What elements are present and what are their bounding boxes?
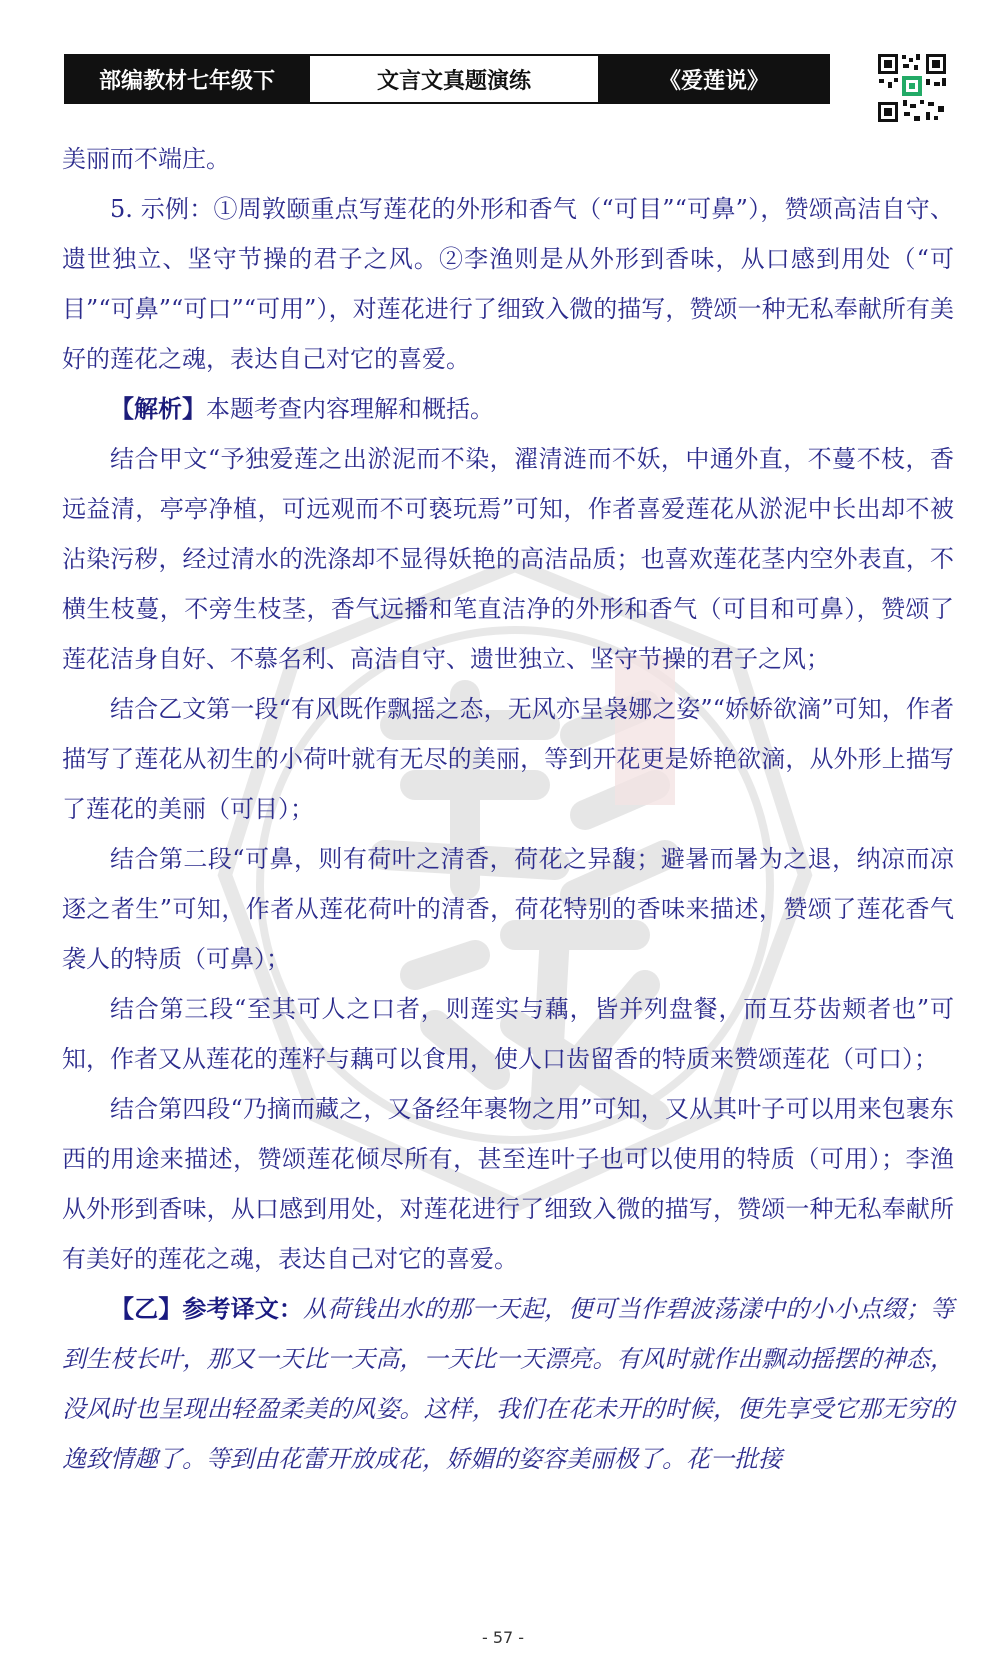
- paragraph-yi-third: 结合第三段“至其可人之口者，则莲实与藕，皆并列盘餐，而互芬齿颊者也”可知，作者又从莲花的莲籽与藕可以食用，使人口齿留香的特质来赞颂莲花（可口）；: [62, 995, 954, 1073]
- header-bar: [64, 54, 830, 104]
- paragraph-yi-fourth: 结合第四段“乃摘而藏之，又备经年裹物之用”可知，又从其叶子可以用来包裹东西的用途来描述，赞颂莲花倾尽所有，甚至连叶子也可以使用的特质（可用）；李渔从外形到香味，从口感到用处，对莲花进行了细致入微的描写，赞颂一种无私奉献所有美好的莲花之魂，表达自己对它的喜爱。: [62, 1095, 954, 1273]
- qr-code-icon: [876, 52, 948, 124]
- paragraph-yi-second: 结合第二段“可鼻，则有荷叶之清香，荷花之异馥；避暑而暑为之退，纳凉而凉逐之者生”可知，作者从莲花荷叶的清香，荷花特别的香味来描述，赞颂了莲花香气袭人的特质（可鼻）；: [62, 845, 954, 973]
- answer-text: [62, 134, 954, 1484]
- paragraph-analysis: [62, 384, 954, 434]
- header-grade: 部编教材七年级下: [66, 56, 308, 102]
- translation-text: 从荷钱出水的那一天起，便可当作碧波荡漾中的小小点缀；等到生枝长叶，那又一天比一天高，一天比一天漂亮。有风时就作出飘动摇摆的神态，没风时也呈现出轻盈柔美的风姿。这样，我们在花未开的时候，便先享受它那无穷的逸致情趣了。等到由花蕾开放成花，娇媚的姿容美丽极了。花一批接: [62, 1295, 955, 1473]
- analysis-text: 本题考查内容理解和概括。: [206, 395, 494, 423]
- paragraph-jia: 结合甲文“予独爱莲之出淤泥而不染，濯清涟而不妖，中通外直，不蔓不枝，香远益清，亭亭净植，可远观而不可亵玩焉”可知，作者喜爱莲花从淤泥中长出却不被沾染污秽，经过清水的洗涤却不显得妖艳的高洁品质；也喜欢莲花茎内空外表直，不横生枝蔓，不旁生枝茎，香气远播和笔直洁净的外形和香气（可目和可鼻），赞颂了莲花洁身自好、不慕名利、高洁自守、遗世独立、坚守节操的君子之风；: [62, 445, 954, 673]
- header-section: 文言文真题演练: [308, 56, 600, 102]
- page-number: - 57 -: [481, 1628, 525, 1647]
- translation-label: 【乙】参考译文：: [110, 1294, 303, 1323]
- analysis-label: 【解析】: [110, 394, 206, 423]
- paragraph-translation: [62, 1284, 954, 1484]
- header-title: 《爱莲说》: [600, 56, 828, 102]
- paragraph-continuation: 美丽而不端庄。: [62, 145, 230, 173]
- paragraph-example: 5. 示例：①周敦颐重点写莲花的外形和香气（“可目”“可鼻”），赞颂高洁自守、遗世独立、坚守节操的君子之风。②李渔则是从外形到香味，从口感到用处（“可目”“可鼻”“可口”“可用”），对莲花进行了细致入微的描写，赞颂一种无私奉献所有美好的莲花之魂，表达自己对它的喜爱。: [62, 195, 954, 373]
- paragraph-yi-first: 结合乙文第一段“有风既作飘摇之态，无风亦呈袅娜之姿”“娇娇欲滴”可知，作者描写了莲花从初生的小荷叶就有无尽的美丽，等到开花更是娇艳欲滴，从外形上描写了莲花的美丽（可目）；: [62, 695, 954, 823]
